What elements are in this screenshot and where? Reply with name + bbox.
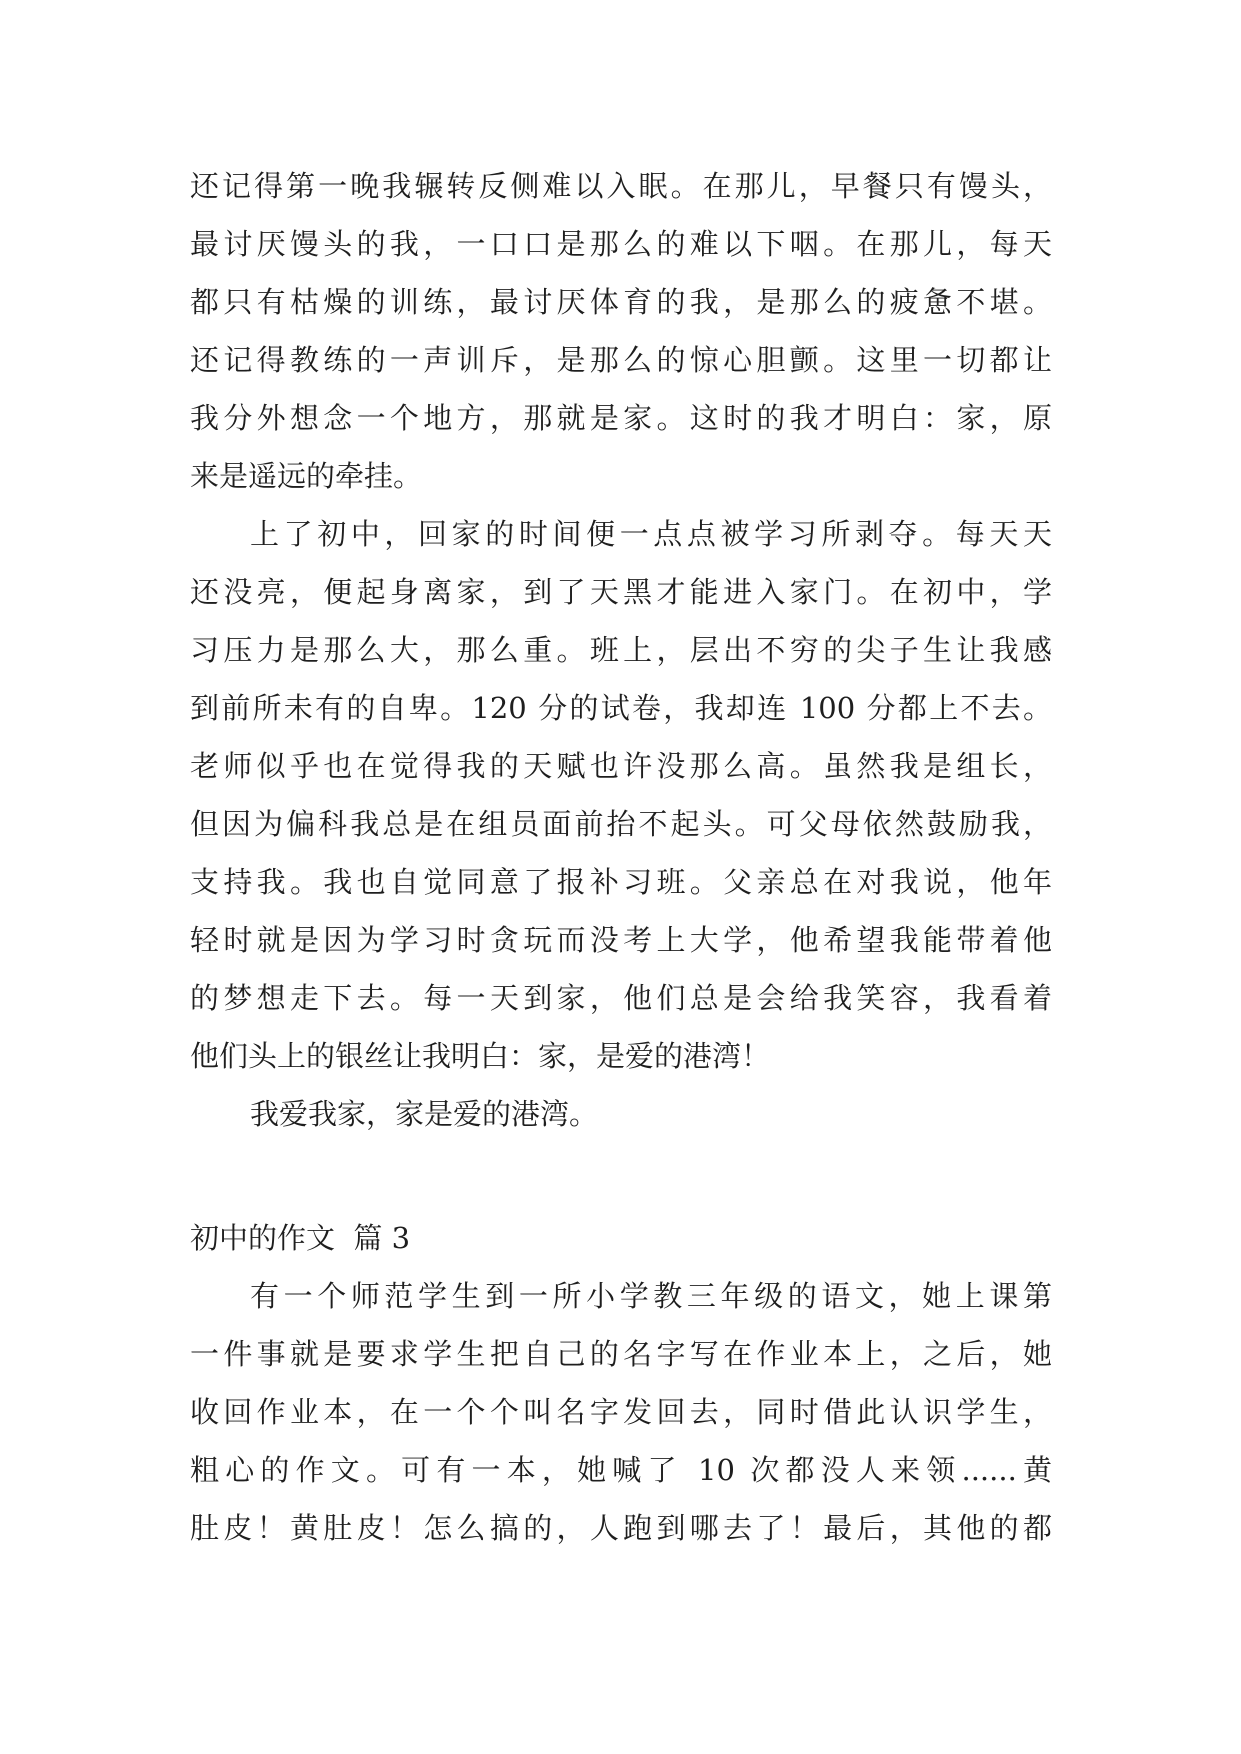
text-line: 但因为偏科我总是在组员面前抬不起头。可父母依然鼓励我， xyxy=(190,807,1052,841)
text-line: 到前所未有的自卑。120 分的试卷，我却连 100 分都上不去。 xyxy=(190,691,1052,725)
text-line: 来是遥远的牵挂。 xyxy=(190,459,423,493)
paragraph xyxy=(190,157,1052,505)
text-line: 还记得教练的一声训斥，是那么的惊心胆颤。这里一切都让 xyxy=(190,343,1052,377)
paragraph xyxy=(190,505,1052,1085)
text-line: 轻时就是因为学习时贪玩而没考上大学，他希望我能带着他 xyxy=(190,923,1052,957)
text-line: 支持我。我也自觉同意了报补习班。父亲总在对我说，他年 xyxy=(190,865,1052,899)
text-line: 都只有枯燥的训练，最讨厌体育的我，是那么的疲惫不堪。 xyxy=(190,285,1052,319)
text-line: 粗心的作文。可有一本，她喊了 10 次都没人来领......黄 xyxy=(190,1453,1052,1487)
text-line: 我爱我家，家是爱的港湾。 xyxy=(250,1097,599,1131)
text-line: 上了初中，回家的时间便一点点被学习所剥夺。每天天 xyxy=(250,517,1052,551)
paragraph xyxy=(190,1267,1052,1557)
text-line: 一件事就是要求学生把自己的名字写在作业本上，之后，她 xyxy=(190,1337,1052,1371)
text-line: 我分外想念一个地方，那就是家。这时的我才明白：家，原 xyxy=(190,401,1052,435)
text-line: 习压力是那么大，那么重。班上，层出不穷的尖子生让我感 xyxy=(190,633,1052,667)
text-line: 的梦想走下去。每一天到家，他们总是会给我笑容，我看着 xyxy=(190,981,1052,1015)
text-line: 还没亮，便起身离家，到了天黑才能进入家门。在初中，学 xyxy=(190,575,1052,609)
text-line: 最讨厌馒头的我，一口口是那么的难以下咽。在那儿，每天 xyxy=(190,227,1052,261)
text-line: 收回作业本，在一个个叫名字发回去，同时借此认识学生， xyxy=(190,1395,1052,1429)
text-line: 他们头上的银丝让我明白：家，是爱的港湾！ xyxy=(190,1039,771,1073)
section-heading: 初中的作文 篇 3 xyxy=(190,1221,411,1255)
document-page xyxy=(190,157,1052,1557)
text-line: 肚皮！黄肚皮！怎么搞的，人跑到哪去了！最后，其他的都 xyxy=(190,1511,1052,1545)
text-line: 还记得第一晚我辗转反侧难以入眠。在那儿，早餐只有馒头， xyxy=(190,169,1052,203)
text-line: 有一个师范学生到一所小学教三年级的语文，她上课第 xyxy=(250,1279,1052,1313)
paragraph xyxy=(190,1085,1052,1143)
text-line: 老师似乎也在觉得我的天赋也许没那么高。虽然我是组长， xyxy=(190,749,1052,783)
